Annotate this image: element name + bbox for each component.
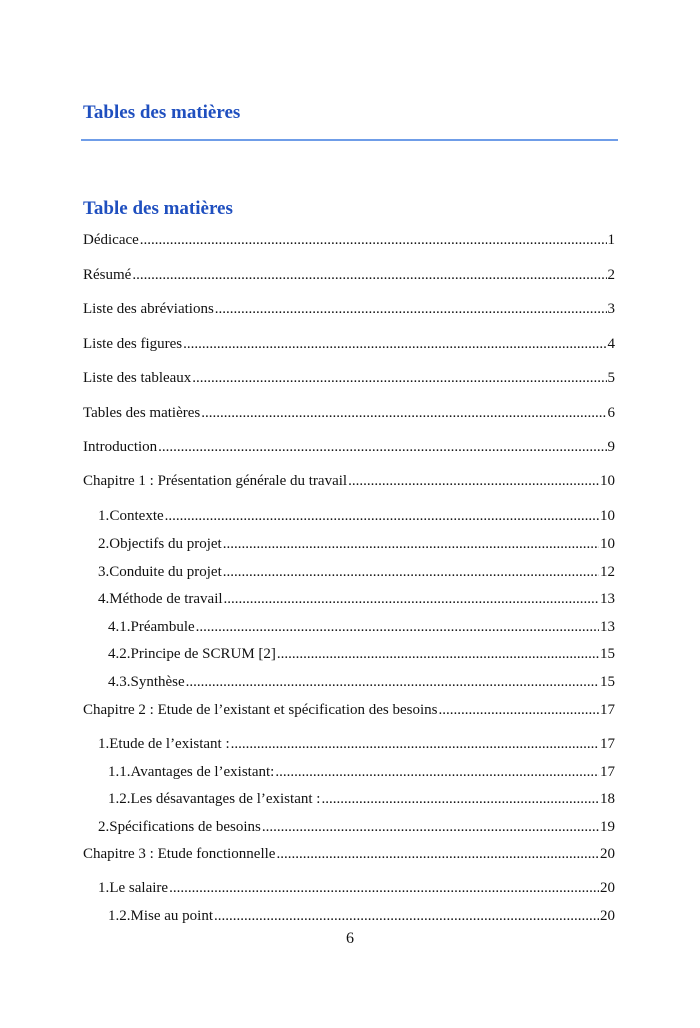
toc-entry-label: Contexte [109,508,164,524]
toc-entry-number: 1. [98,508,110,524]
toc-entry[interactable] [83,335,615,353]
toc-entry-page: 20 [600,880,615,896]
dot-leader [231,735,599,753]
dot-leader [277,645,599,663]
dot-leader [348,472,599,490]
page-number: 6 [346,930,354,947]
toc-entry-label: Liste des tableaux [83,370,192,386]
toc-entry-page: 18 [600,791,615,807]
dot-leader [196,618,599,636]
toc-entry[interactable] [83,701,615,719]
dot-leader [214,907,599,925]
toc-entry-page: 15 [600,674,615,690]
toc-entry-number: 1. [98,880,110,896]
toc-entry-label: Mise au point [130,908,213,924]
dot-leader [158,438,606,456]
toc-entry-number: 3. [98,564,110,580]
toc-entry-label: Avantages de l’existant: [130,764,275,780]
toc-title: Table des matières [83,198,233,219]
toc-entry[interactable] [83,266,615,284]
toc-entry[interactable] [83,472,615,490]
toc-entry-number: 4.1. [108,619,131,635]
dot-leader [215,300,607,318]
toc-entry-label: Dédicace [83,232,139,248]
toc-entry-page: 12 [600,564,615,580]
dot-leader [223,563,599,581]
dot-leader [192,369,606,387]
dot-leader [321,790,599,808]
toc-entry-label: Chapitre 3 : Etude fonctionnelle [83,846,276,862]
dot-leader [165,507,599,525]
dot-leader [140,231,607,249]
toc-entry-label: Spécifications de besoins [109,819,261,835]
toc-entry-label: Résumé [83,267,132,283]
toc-entry-page: 19 [600,819,615,835]
toc-entry[interactable] [98,535,615,553]
dot-leader [275,763,599,781]
dot-leader [132,266,606,284]
toc-entry-page: 17 [600,702,615,718]
toc-entry[interactable] [108,907,615,925]
toc-entry-number: 4.2. [108,646,131,662]
toc-entry-number: 1.1. [108,764,131,780]
toc-entry[interactable] [108,790,615,808]
toc-entry-page: 20 [600,908,615,924]
toc-entry-page: 10 [600,508,615,524]
toc-entry[interactable] [98,507,615,525]
toc-entry[interactable] [83,231,615,249]
page-heading: Tables des matières [83,102,241,123]
toc-entry-page: 2 [607,267,615,283]
toc-entry[interactable] [83,438,615,456]
toc-entry-number: 1.2. [108,791,131,807]
toc-entry-page: 1 [607,232,615,248]
toc-entry-number: 4.3. [108,674,131,690]
toc-entry[interactable] [108,763,615,781]
dot-leader [224,590,599,608]
toc-entry-label: Chapitre 2 : Etude de l’existant et spécification des besoins [83,702,438,718]
toc-entry-page: 20 [600,846,615,862]
toc-entry-label: Principe de SCRUM [2] [130,646,276,662]
toc-entry-page: 4 [607,336,615,352]
toc-entry-page: 15 [600,646,615,662]
toc-entry-label: Tables des matières [83,405,201,421]
toc-entry-label: Chapitre 1 : Présentation générale du travail [83,473,348,489]
toc-entry-label: Méthode de travail [109,591,223,607]
toc-entry[interactable] [108,618,615,636]
toc-entry-number: 1. [98,736,110,752]
toc-entry-number: 4. [98,591,110,607]
heading-rule [81,139,618,141]
toc-entry-number: 2. [98,536,110,552]
toc-entry-page: 17 [600,764,615,780]
toc-entry-page: 13 [600,591,615,607]
toc-entry[interactable] [83,404,615,422]
toc-entry[interactable] [83,369,615,387]
dot-leader [262,818,599,836]
toc-entry-page: 10 [600,473,615,489]
toc-entry-label: Synthèse [130,674,185,690]
toc-entry-label: Les désavantages de l’existant : [130,791,321,807]
toc-entry-label: Etude de l’existant : [109,736,230,752]
toc-entry-page: 10 [600,536,615,552]
toc-entry-page: 17 [600,736,615,752]
toc-entry-label: Liste des abréviations [83,301,214,317]
dot-leader [223,535,599,553]
toc-entry[interactable] [98,735,615,753]
toc-entry-page: 3 [607,301,615,317]
toc-entry-number: 2. [98,819,110,835]
toc-entry[interactable] [108,645,615,663]
toc-entry-page: 9 [607,439,615,455]
toc-entry[interactable] [98,879,615,897]
toc-entry-page: 5 [607,370,615,386]
toc-entry-page: 13 [600,619,615,635]
toc-entry[interactable] [83,300,615,318]
toc-entry-label: Conduite du projet [109,564,222,580]
dot-leader [183,335,606,353]
dot-leader [439,701,600,719]
toc-entry[interactable] [98,590,615,608]
dot-leader [201,404,606,422]
dot-leader [276,845,599,863]
toc-entry-number: 1.2. [108,908,131,924]
toc-entry-label: Objectifs du projet [109,536,222,552]
toc-entry-label: Préambule [130,619,195,635]
toc-entry[interactable] [108,673,615,691]
toc-entry-page: 6 [607,405,615,421]
toc-entry[interactable] [83,845,615,863]
toc-entry-label: Le salaire [109,880,169,896]
dot-leader [186,673,599,691]
toc-entry[interactable] [98,818,615,836]
toc-entry-label: Liste des figures [83,336,183,352]
dot-leader [169,879,599,897]
toc-entry[interactable] [98,563,615,581]
toc-entry-label: Introduction [83,439,158,455]
